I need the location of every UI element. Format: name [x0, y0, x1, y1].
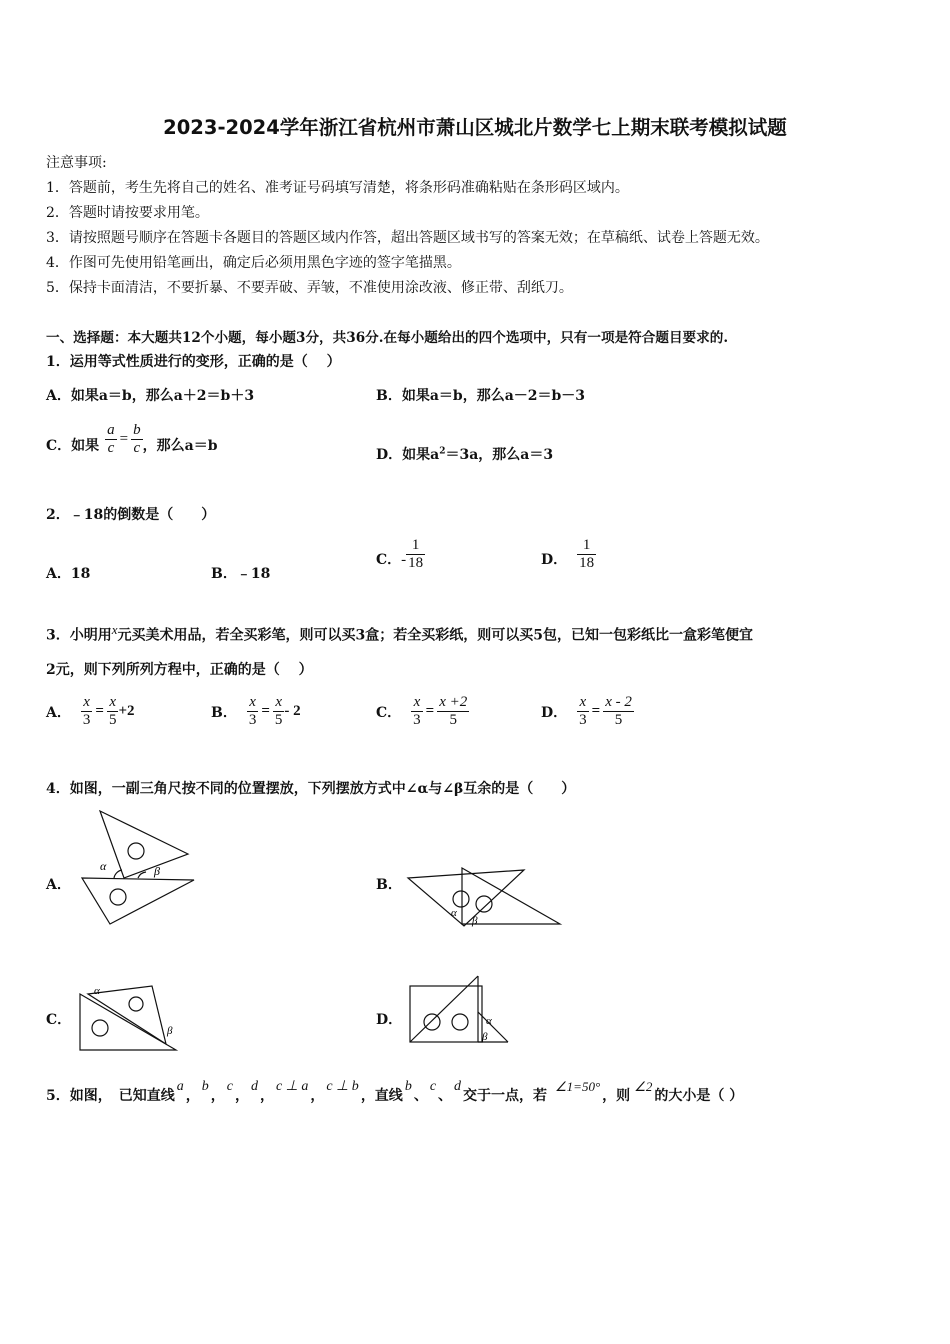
triangle-shape	[82, 878, 194, 924]
frac-num: x	[109, 694, 117, 710]
q2-c-label: C．	[376, 551, 402, 568]
q1-d-sup: 2	[439, 446, 446, 457]
q3-d-eq: =	[591, 703, 601, 720]
notice-item-3: 3．请按照题号顺序在答题卡各题目的答题区域内作答，超出答题区域书写的答案无效；在草稿纸、试卷上答题无效。	[46, 230, 769, 246]
page-title: 2023-2024学年浙江省杭州市萧山区城北片数学七上期末联考模拟试题	[163, 116, 787, 139]
q3-stem-b: 元买美术用品，若全买彩笔，则可以买3盒；若全买彩纸，则可以买5包，已知一包彩纸比一盒彩笔便宜	[117, 627, 754, 644]
q5-text-c: 交于一点，若	[463, 1088, 548, 1104]
notice-item-1: 1．答题前，考生先将自己的姓名、准考证号码填写清楚，将条形码准确粘贴在条形码区域内。	[46, 180, 629, 196]
circle-shape	[453, 891, 469, 907]
q5-sep: 、	[413, 1088, 428, 1104]
q1-c-den-2: c	[133, 440, 141, 457]
frac-den: 3	[579, 712, 587, 729]
notice-item-2: 2．答题时请按要求用笔。	[46, 205, 209, 221]
q3-b-eq: =	[261, 703, 270, 720]
q2-d-frac	[577, 537, 596, 573]
q2-c-frac	[406, 537, 425, 573]
q5-var-c2: c	[429, 1079, 437, 1094]
q2-option-a: A．18	[46, 566, 91, 582]
beta-label: β	[472, 915, 478, 927]
q5-sep: ，	[259, 1088, 274, 1104]
q5-text-a: 5．如图， 已知直线	[46, 1088, 175, 1104]
q3-a-tail: +2	[118, 703, 135, 720]
q3-stem-line-2: 2元，则下列所列方程中，正确的是（ ）	[46, 662, 313, 678]
q3-a-eq: =	[95, 703, 104, 720]
notice-heading: 注意事项:	[46, 155, 107, 171]
q5-text-e: 的大小是（ ）	[654, 1088, 744, 1104]
q3-c-frac-2	[437, 694, 469, 730]
q1-c-num-1: a	[107, 422, 115, 438]
q3-a-frac-1	[81, 694, 93, 730]
q5-text-d: ，则	[602, 1088, 631, 1104]
q3-option-d	[541, 694, 634, 730]
q2-c-num: 1	[411, 537, 420, 553]
q1-option-a: A．如果a＝b，那么a＋2＝b＋3	[46, 388, 255, 404]
q3-c-label: C．	[376, 704, 402, 721]
alpha-label: α	[486, 1015, 492, 1027]
frac-num: x	[579, 694, 587, 710]
frac-den: 5	[449, 712, 457, 729]
q4-option-a-label: A．	[46, 877, 71, 893]
q4-figure-a	[78, 808, 198, 928]
circle-shape	[110, 889, 126, 905]
q4-figure-b	[406, 864, 566, 930]
beta-label: β	[154, 864, 160, 878]
triangle-shape	[408, 870, 524, 926]
q5-sep: 、	[438, 1088, 453, 1104]
alpha-label: α	[94, 985, 100, 997]
q5-angle-1: ∠1=50°	[555, 1079, 601, 1094]
q3-option-a	[46, 694, 135, 730]
q1-option-b: B．如果a＝b，那么a－2＝b－3	[376, 388, 586, 404]
frac-num: x	[275, 694, 282, 710]
q5-sep: ，	[210, 1088, 225, 1104]
angle-arc	[114, 870, 122, 878]
q1-stem: 1．运用等式性质进行的变形，正确的是（ ）	[46, 354, 341, 370]
frac-num: x	[83, 694, 90, 710]
q2-d-den: 18	[579, 555, 595, 572]
q3-c-frac-1	[411, 694, 423, 730]
q5-var-b: b	[201, 1079, 209, 1094]
q5-stem	[46, 1078, 743, 1105]
q5-angle-2: ∠2	[634, 1079, 653, 1094]
circle-shape	[92, 1020, 108, 1036]
frac-num: x	[249, 694, 256, 710]
q4-option-d-label: D．	[376, 1012, 403, 1028]
beta-label: β	[482, 1031, 488, 1043]
frac-den: 5	[614, 712, 623, 729]
q3-b-tail: - 2	[284, 703, 301, 720]
triangle-shape	[100, 811, 188, 878]
q2-option-b: B．﹣18	[211, 566, 271, 582]
notice-item-5: 5．保持卡面清洁，不要折暴、不要弄破、弄皱，不准使用涂改液、修正带、刮纸刀。	[46, 280, 573, 296]
circle-shape	[476, 896, 492, 912]
q5-c-perp-b: c ⊥ b	[326, 1079, 359, 1094]
q1-c-suffix: ，那么a＝b	[142, 437, 218, 454]
q3-stem-var: x	[111, 622, 118, 637]
q2-stem: 2．﹣18的倒数是（ ）	[46, 507, 216, 523]
q3-b-frac-1	[247, 694, 259, 730]
q3-a-label: A．	[46, 704, 71, 721]
q1-c-eq: =	[119, 431, 129, 448]
q2-d-label: D．	[541, 551, 568, 568]
circle-shape	[128, 843, 144, 859]
circle-shape	[129, 997, 143, 1011]
q3-d-frac-2	[603, 694, 634, 730]
q2-c-sign: -	[401, 551, 407, 568]
q1-c-den-1: c	[107, 440, 115, 457]
q5-sep: ，	[234, 1088, 249, 1104]
frac-den: 3	[248, 712, 257, 729]
frac-num: x	[413, 694, 421, 710]
q5-sep: ，	[310, 1088, 325, 1104]
q3-b-frac-2	[273, 694, 285, 730]
q1-c-prefix: C．如果	[46, 437, 100, 454]
rectangle-shape	[410, 986, 482, 1042]
alpha-label: α	[451, 907, 457, 919]
beta-label: β	[167, 1025, 173, 1037]
frac-den: 5	[274, 712, 283, 729]
q3-d-label: D．	[541, 704, 568, 721]
q5-c-perp-a: c ⊥ a	[275, 1079, 309, 1094]
frac-den: 3	[82, 712, 91, 729]
q4-figure-d	[406, 972, 516, 1048]
q3-a-frac-2	[107, 694, 119, 730]
circle-shape	[452, 1014, 468, 1030]
q3-stem-a: 3．小明用	[46, 627, 112, 644]
q5-var-d2: d	[454, 1079, 462, 1094]
q3-c-eq: =	[425, 703, 435, 720]
q2-option-d	[541, 537, 596, 573]
q1-c-num-2: b	[133, 422, 141, 438]
q1-option-c	[46, 422, 218, 458]
q5-var-c: c	[226, 1079, 233, 1094]
q1-c-frac-1	[105, 422, 117, 458]
q3-option-c	[376, 694, 469, 730]
q4-figure-c	[76, 980, 186, 1054]
q5-var-a: a	[176, 1079, 184, 1094]
q1-d-prefix: D．如果a	[376, 447, 440, 463]
q3-option-b	[211, 694, 301, 730]
q5-text-b: ，直线	[360, 1088, 403, 1104]
frac-num: x - 2	[605, 694, 632, 710]
frac-den: 5	[108, 712, 117, 729]
q4-option-b-label: B．	[376, 877, 402, 893]
q2-option-c	[376, 537, 425, 573]
q3-b-label: B．	[211, 704, 237, 721]
q5-var-b2: b	[404, 1079, 412, 1094]
notice-item-4: 4．作图可先使用铅笔画出，确定后必须用黑色字迹的签字笔描黑。	[46, 255, 461, 271]
q4-stem: 4．如图，一副三角尺按不同的位置摆放，下列摆放方式中∠α与∠β互余的是（ ）	[46, 781, 576, 797]
q5-sep: ，	[185, 1088, 200, 1104]
frac-den: 3	[413, 712, 421, 729]
q1-d-suffix: ＝3a，那么a＝3	[445, 447, 554, 463]
q2-d-num: 1	[582, 537, 591, 553]
q1-c-frac-2	[131, 422, 143, 458]
q3-d-frac-1	[577, 694, 589, 730]
frac-num: x +2	[439, 694, 468, 710]
q2-c-den: 18	[408, 555, 424, 572]
q4-option-c-label: C．	[46, 1012, 72, 1028]
section-heading: 一、选择题：本大题共12个小题，每小题3分，共36分.在每小题给出的四个选项中，只有一项是符合题目要求的.	[46, 330, 729, 346]
q1-option-d	[376, 444, 553, 464]
circle-shape	[424, 1014, 440, 1030]
q3-stem-line-1	[46, 622, 753, 645]
q5-var-d: d	[250, 1079, 258, 1094]
alpha-label: α	[100, 859, 107, 873]
